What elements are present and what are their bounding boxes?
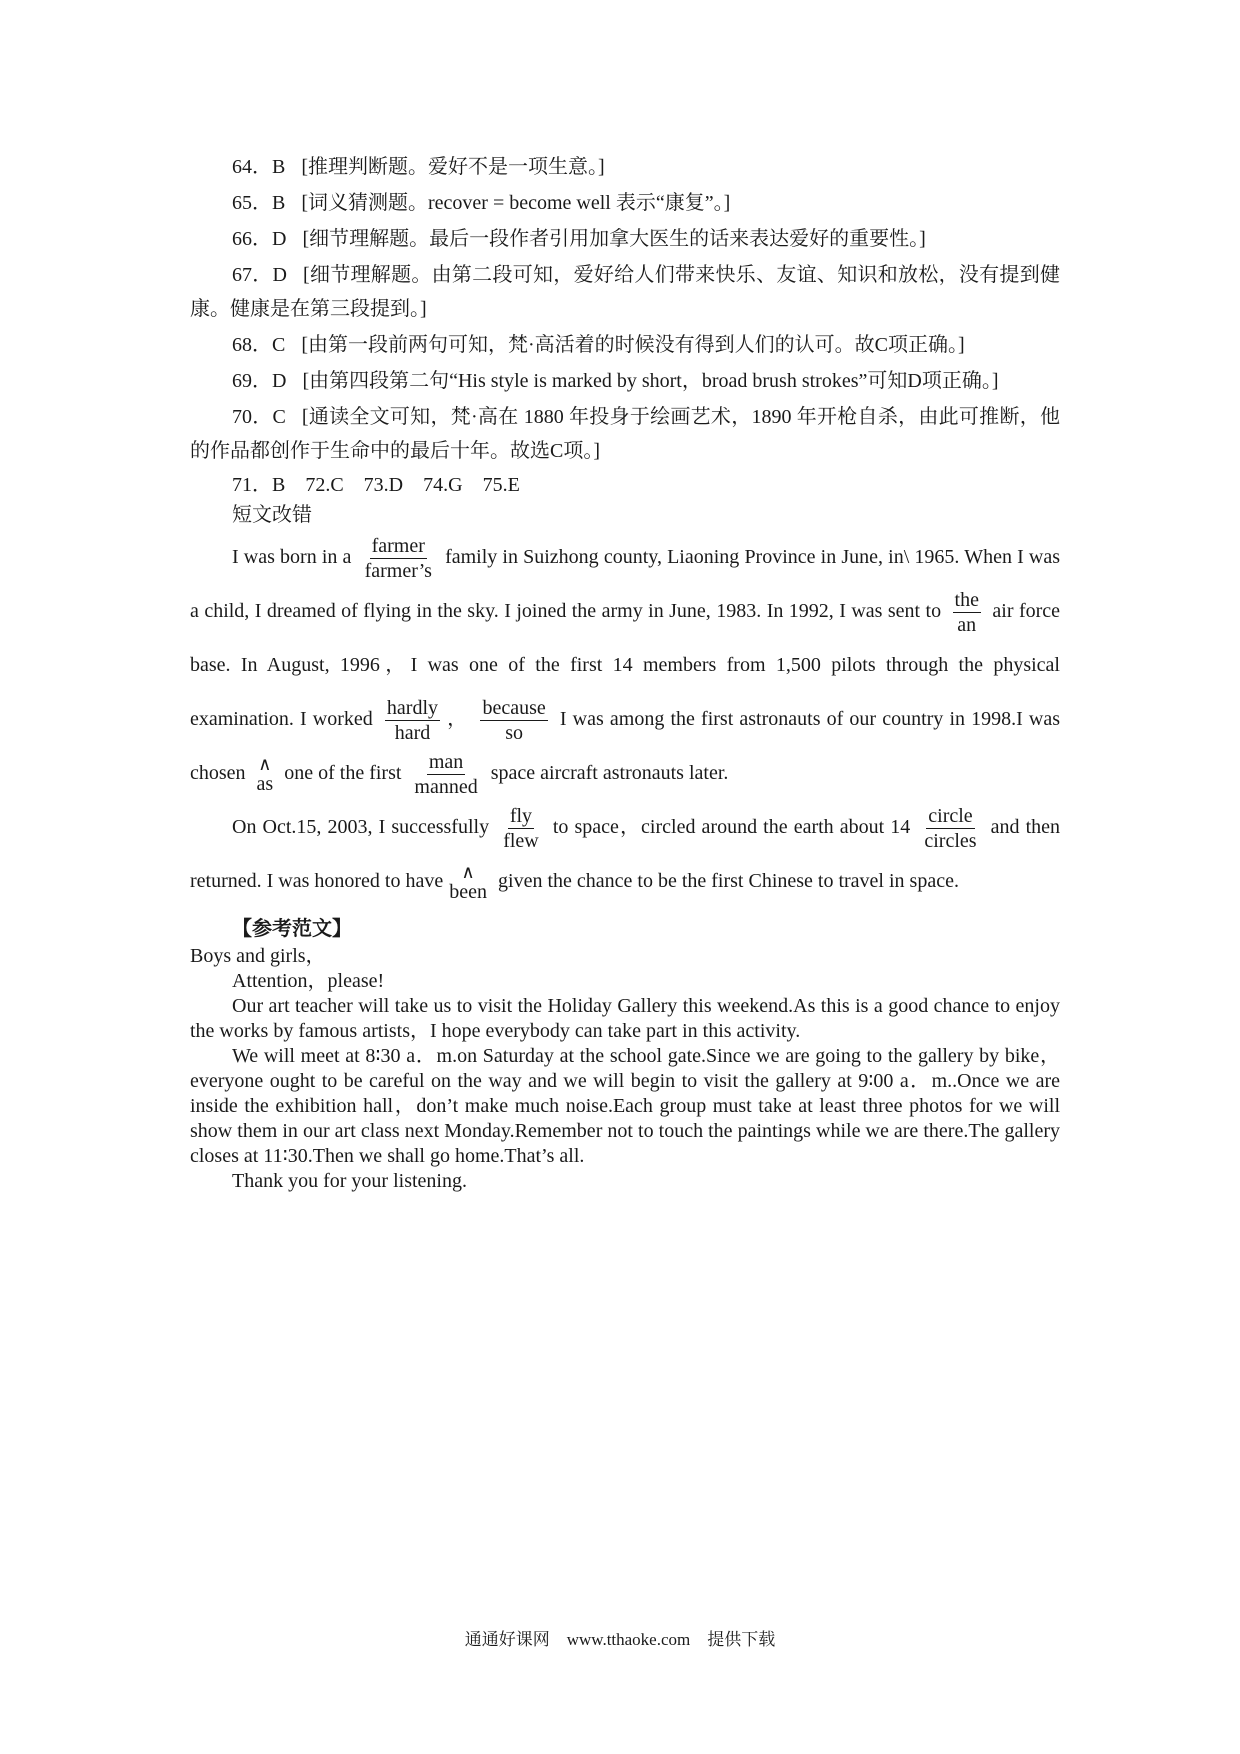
answer-number: 67．D bbox=[232, 264, 288, 286]
essay-closing: Thank you for your listening. bbox=[232, 1170, 467, 1192]
correction-text: given the chance to be the first Chinese to travel in space. bbox=[498, 870, 959, 892]
original-word: manned bbox=[414, 775, 478, 798]
inserted-word: been bbox=[449, 881, 488, 904]
answer-list bbox=[190, 150, 1060, 468]
original-word: so bbox=[505, 721, 523, 744]
correction-paragraph-2 bbox=[190, 800, 1060, 908]
answer-explanation: [细节理解题。由第二段可知，爱好给人们带来快乐、友谊、知识和放松，没有提到健康。健康是在第三段提到。] bbox=[190, 264, 1060, 320]
correction-mark bbox=[953, 588, 981, 637]
answer-item bbox=[190, 400, 1060, 468]
answer-item bbox=[190, 258, 1060, 326]
document-content bbox=[190, 150, 1060, 1194]
original-word: flew bbox=[503, 829, 539, 852]
answer-explanation: [词义猜测题。recover = become well 表示“康复”。] bbox=[301, 192, 731, 214]
correction-text: I was born in a bbox=[232, 546, 352, 568]
answer-number: 65．B bbox=[232, 192, 286, 214]
comma: ， bbox=[446, 708, 469, 730]
corrected-word: the bbox=[954, 588, 979, 611]
answer-item bbox=[190, 222, 1060, 256]
correction-mark bbox=[363, 534, 434, 583]
reference-heading: 【参考范文】 bbox=[232, 918, 352, 940]
answer-item bbox=[190, 364, 1060, 398]
essay-attention: Attention，please! bbox=[232, 970, 385, 992]
answer-explanation: [通读全文可知，梵·高在 1880 年投身于绘画艺术，1890 年开枪自杀，由此可推断，他的作品都创作于生命中的最后十年。故选C项。] bbox=[190, 406, 1060, 462]
original-word: an bbox=[957, 613, 977, 636]
correction-text: space aircraft astronauts later. bbox=[490, 762, 729, 784]
correction-text: I was among the first astronauts of our country in 1998.I was chosen bbox=[190, 708, 1061, 784]
correction-text: and then returned. I was honored to have bbox=[190, 816, 1061, 892]
answer-explanation: [推理判断题。爱好不是一项生意。] bbox=[301, 156, 605, 178]
insert-caret-icon: ∧ bbox=[461, 862, 475, 883]
corrected-word: because bbox=[482, 696, 546, 719]
corrected-word: hardly bbox=[386, 696, 439, 719]
correction-text: to space，circled around the earth about 14 bbox=[552, 816, 911, 838]
correction-paragraph-1 bbox=[190, 530, 1060, 800]
essay-greeting: Boys and girls， bbox=[190, 945, 326, 967]
correction-text: one of the first bbox=[284, 762, 402, 784]
original-word: farmer’s bbox=[364, 559, 432, 582]
corrected-word: circle bbox=[928, 804, 973, 827]
answer-item bbox=[190, 328, 1060, 362]
correction-text: On Oct.15, 2003, I successfully bbox=[232, 816, 490, 838]
answer-number: 66．D bbox=[232, 228, 287, 250]
insertion-mark bbox=[449, 862, 487, 902]
corrected-word: farmer bbox=[371, 534, 425, 557]
insertion-mark bbox=[257, 754, 274, 794]
correction-text: air force base. In August, 1996，I was one of the first 14 members from 1,500 pilots through the physical examination. I worked bbox=[190, 600, 1061, 730]
answer-explanation: [由第一段前两句可知，梵·高活着的时候没有得到人们的认可。故C项正确。] bbox=[301, 334, 965, 356]
correction-mark bbox=[480, 696, 547, 745]
answer-explanation: [由第四段第二句“His style is marked by short，broad brush strokes”可知D项正确。] bbox=[302, 370, 999, 392]
section-title-correction: 短文改错 bbox=[232, 504, 312, 526]
inserted-word: as bbox=[256, 773, 274, 796]
essay-paragraph: Our art teacher will take us to visit the Holiday Gallery this weekend.As this is a good chance to enjoy the works by famous artists，I hope everybody can take part in this activity. bbox=[190, 995, 1060, 1042]
correction-mark bbox=[501, 804, 541, 853]
essay-paragraph: We will meet at 8∶30 a．m.on Saturday at the school gate.Since we are going to the gallery by bike，everyone ought to be careful on the way and we will begin to visit the gallery at 9∶00 a．m..Once we are inside the exhibition hall，don’t make much noise.Each group must take at least three photos for we will show them in our art class next Monday.Remember not to touch the paintings while we are there.The gallery closes at 11∶30.Then we shall go home.That’s all. bbox=[190, 1045, 1060, 1167]
corrected-word: fly bbox=[509, 804, 533, 827]
correction-mark bbox=[412, 750, 479, 799]
insert-caret-icon: ∧ bbox=[258, 754, 272, 775]
answer-explanation: [细节理解题。最后一段作者引用加拿大医生的话来表达爱好的重要性。] bbox=[302, 228, 926, 250]
correction-mark bbox=[922, 804, 978, 853]
answer-number: 69．D bbox=[232, 370, 287, 392]
answer-item bbox=[190, 150, 1060, 184]
answer-number: 68．C bbox=[232, 334, 286, 356]
page-footer: 通通好课网 www.tthaoke.com 提供下载 bbox=[464, 1630, 776, 1649]
correction-mark bbox=[385, 696, 440, 745]
answer-number: 70．C bbox=[232, 406, 286, 428]
original-word: hard bbox=[394, 721, 431, 744]
original-word: circles bbox=[924, 829, 977, 852]
answer-number: 64．B bbox=[232, 156, 286, 178]
answer-item bbox=[190, 186, 1060, 220]
answer-line-71-75: 71．B 72.C 73.D 74.G 75.E bbox=[232, 474, 520, 496]
corrected-word: man bbox=[428, 750, 464, 773]
correction-text: family in Suizhong county, Liaoning Province in June, in\ 1965. When I was a child, I dreamed of flying in the sky. I joined the army in June, 1983. In 1992, I was sent to bbox=[190, 546, 1060, 622]
